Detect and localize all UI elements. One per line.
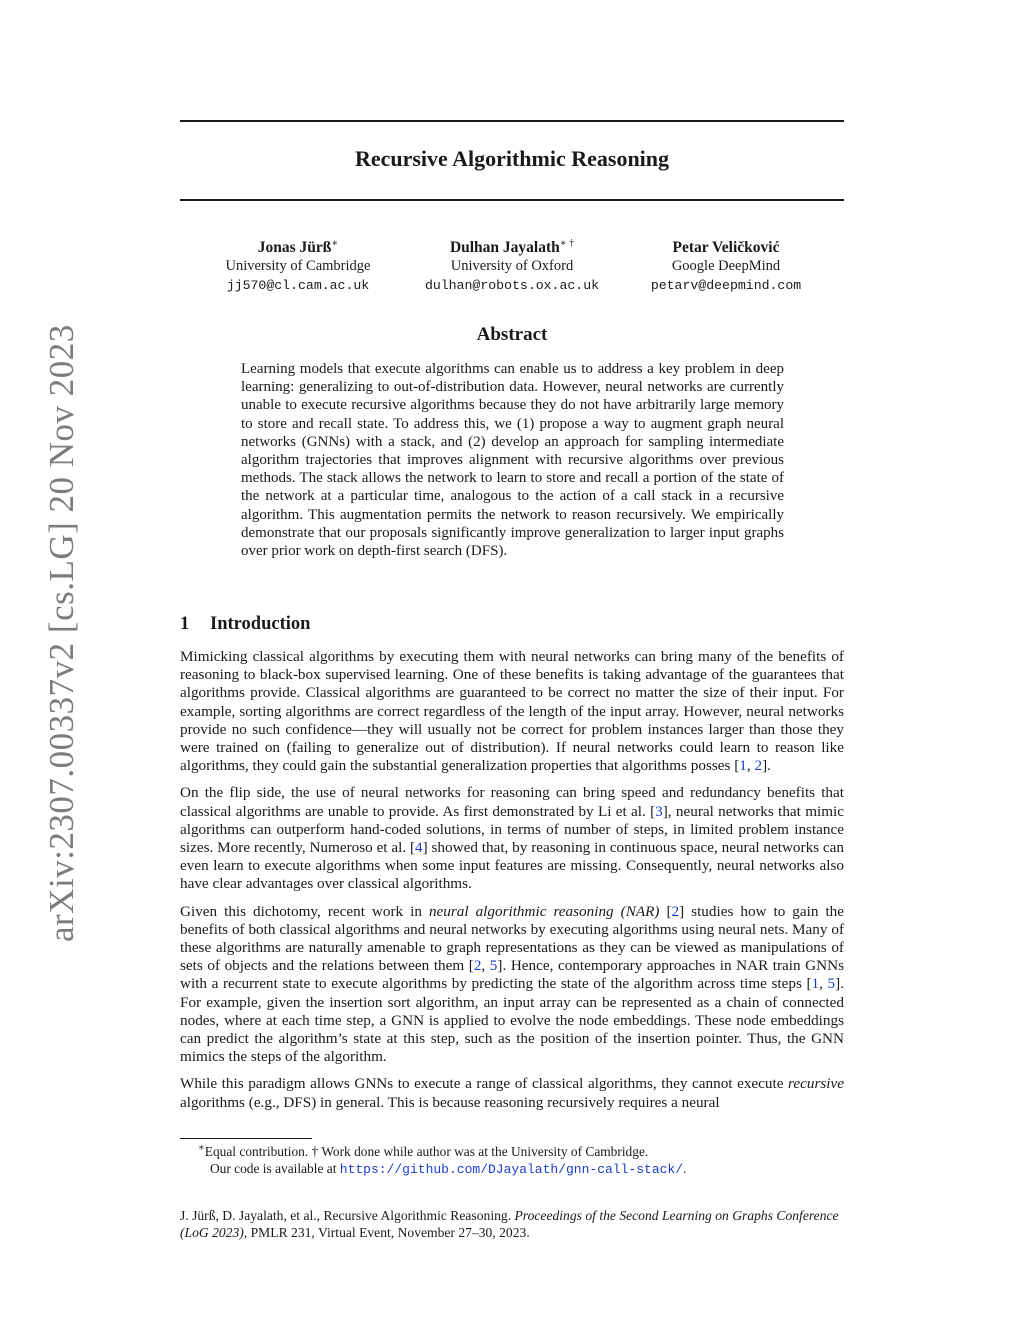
footnote-text: Equal contribution. † Work done while author was at the University of Cambridge.: [204, 1144, 649, 1159]
publication-info: [180, 1207, 844, 1241]
paragraph: [180, 903, 844, 1067]
paragraph-text: ,: [746, 757, 755, 775]
citation-link[interactable]: 5: [489, 957, 498, 975]
paragraph-text: Mimicking classical algorithms by executing them with neural networks can bring many of the benefits of reasoning to black-box supervised learning. One of these benefits is taking advantage of the guarantees that algorithms provide. Classical algorithms are guaranteed to be correct no matter the size of their input. For example, sorting algorithms are correct regardless of the length of the input array. However, neural networks provide no such confidence—they will usually not be correct for problem instances larger than those they were trained on (failing to generalize out of distribution). If neural networks could learn to reason like algorithms, they could gain the substantial generalization properties that algorithms posses [: [180, 648, 844, 775]
citation-link[interactable]: 1: [739, 757, 747, 775]
paragraph-text: ].: [762, 757, 771, 775]
citation-link[interactable]: 4: [415, 839, 423, 857]
paragraph-text: On the flip side, the use of neural networks for reasoning can bring speed and redundancy benefits that classical algorithms are unable to provide. As first demonstrated by Li et al. [: [180, 784, 844, 820]
publication-venue: Proceedings of the Second Learning on Graphs Conference (LoG 2023): [180, 1208, 839, 1240]
paragraph-text: ], neural networks that mimic algorithms can outperform hand-coded solutions, in terms of number of steps, in limited problem instance sizes. More recently, Numeroso et al. [: [180, 802, 844, 857]
paragraph-text: Given this dichotomy, recent work in: [180, 902, 429, 920]
author-affiliation: University of Cambridge: [225, 258, 371, 275]
paragraph-text: ]. Hence, contemporary approaches in NAR train GNNs with a recurrent state to execute algorithms by predicting the state of the algorithm across time steps [: [180, 957, 844, 993]
author-name: Dulhan Jayalath: [449, 239, 560, 257]
author-affiliation: Google DeepMind: [671, 258, 781, 275]
section-heading: [180, 614, 310, 635]
footnotes: [180, 1143, 844, 1178]
publication-text: J. Jürß, D. Jayalath, et al., Recursive Algorithmic Reasoning.: [180, 1208, 515, 1223]
author-affiliation: University of Oxford: [450, 258, 574, 275]
author-marks: ∗: [331, 238, 339, 249]
footnote-line: [180, 1143, 844, 1160]
citation-link[interactable]: 1: [811, 975, 820, 993]
section-number: 1: [180, 614, 190, 634]
introduction-body: [180, 648, 844, 1121]
paragraph-text: While this paradigm allows GNNs to execute a range of classical algorithms, they cannot execute: [180, 1075, 789, 1093]
author-email[interactable]: petarv@deepmind.com: [650, 278, 802, 294]
citation-link[interactable]: 2: [671, 902, 680, 920]
author-name: Petar Veličković: [672, 239, 780, 257]
paragraph: [180, 1075, 844, 1111]
title-rule-top: [180, 120, 844, 122]
abstract-text: Learning models that execute algorithms can enable us to address a key problem in deep learning: generalizing to out-of-distribution data. However, neural networks are currently unable to execute recursive algorithms because they do not have arbitrarily large memory to store and recall state. To address this, we (1) propose a way to augment graph neural networks (GNNs) with a stack, and (2) develop an approach for sampling intermediate algorithm trajectories that improves alignment with recursive algorithms over previous methods. The stack allows the network to learn to store and recall a portion of the state of the network at a particular time, analogous to the action of a call stack in a recursive algorithm. This augmentation permits the network to reason recursively. We empirically demonstrate that our proposals significantly improve generalization to larger input graphs over prior work on depth-first search (DFS).: [241, 361, 784, 560]
paragraph-text: ] studies how to gain the benefits of both classical algorithms and neural networks by executing algorithms using neural nets. Many of these algorithms are naturally amenable to graph representations as they can be viewed as manipulations of sets of objects and the relations between them [: [180, 902, 845, 975]
citation-link[interactable]: 2: [754, 757, 763, 775]
paragraph-text: ]. For example, given the insertion sort algorithm, an input array can be represented as a chain of connected nodes, where at each time step, a GNN is applied to evolve the node embeddings. These node embeddings can predict the algorithm’s state at this step, such as the position of the insertion pointer. Thus, the GNN mimics the steps of the algorithm.: [180, 975, 844, 1066]
paragraph: [180, 648, 844, 775]
author-name: Jonas Jürß: [257, 239, 332, 257]
author-email[interactable]: dulhan@robots.ox.ac.uk: [424, 278, 600, 294]
footnote-text: .: [683, 1161, 687, 1176]
author-email[interactable]: jj570@cl.cam.ac.uk: [226, 278, 370, 294]
citation-link[interactable]: 2: [473, 957, 482, 975]
author-block: [611, 234, 841, 295]
paragraph-text: algorithms (e.g., DFS) in general. This is because reasoning recursively requires a neural: [180, 1093, 720, 1111]
author-block: [183, 234, 413, 295]
paragraph-text: ] showed that, by reasoning in continuous space, neural networks can even learn to execute algorithms when some input features are missing. Consequently, neural networks also have clear advantages over classical algorithms.: [180, 839, 844, 893]
footnote-line: [180, 1160, 844, 1178]
abstract-heading: Abstract: [476, 324, 548, 345]
citation-link[interactable]: 3: [655, 802, 663, 820]
title-rule-bottom: [180, 199, 844, 201]
emphasis-term: neural algorithmic reasoning (NAR): [428, 902, 660, 920]
author-marks: ∗ †: [559, 238, 575, 249]
paragraph-text: ,: [819, 975, 828, 993]
footnote-rule: [180, 1138, 312, 1139]
publication-text: , PMLR 231, Virtual Event, November 27–30, 2023.: [243, 1225, 530, 1240]
paragraph-text: [: [659, 902, 672, 920]
footnote-text: Our code is available at: [210, 1161, 340, 1176]
emphasis-term: recursive: [788, 1075, 844, 1093]
citation-link[interactable]: 5: [827, 975, 836, 993]
arxiv-identifier: arXiv:2307.00337v2 [cs.LG] 20 Nov 2023: [42, 324, 81, 942]
author-block: [397, 234, 627, 295]
paragraph-text: ,: [481, 957, 490, 975]
section-title: Introduction: [210, 614, 311, 634]
footnote-mark: ∗: [198, 1142, 205, 1154]
code-url-link[interactable]: https://github.com/DJayalath/gnn-call-stack/: [339, 1162, 684, 1177]
paragraph: [180, 784, 844, 893]
paper-title: Recursive Algorithmic Reasoning: [354, 146, 670, 171]
